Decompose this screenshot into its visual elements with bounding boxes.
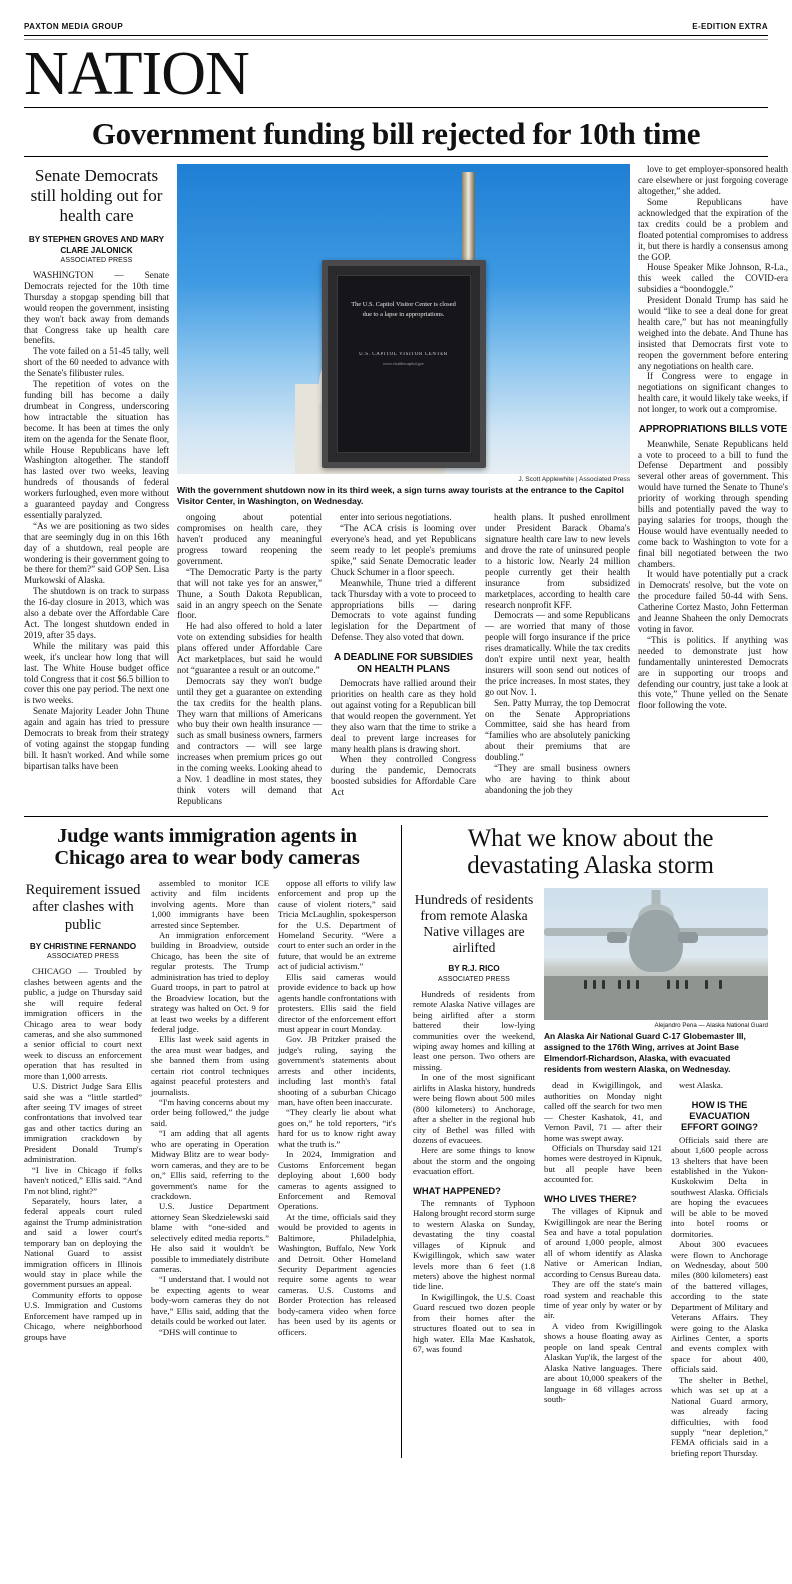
paragraph: About 300 evacuees were flown to Anchorage on Wednesday, about 500 miles (800 kilometers) east of the battered villages, according to the state Department of Military and Veterans Affairs. They were going to the Alaska Airlines Center, a sports and events complex with space for about 400, officials said. [671, 1239, 768, 1375]
lead-headline: Government funding bill rejected for 10th time [91, 116, 701, 152]
lead-column-3 [331, 512, 476, 806]
paragraph: When they controlled Congress during the pandemic, Democrats boosted subsidies for Affordable Care Act [331, 754, 476, 798]
alaska-photo [544, 888, 768, 1020]
paragraph: In 2024, Immigration and Customs Enforcement began deploying about 1,600 body cameras to agents assigned to Enforcement and Removal Operations. [278, 1149, 396, 1212]
masthead [24, 0, 768, 31]
paragraph: Sen. Patty Murray, the top Democrat on the Senate Appropriations Committee, said she has heard from “families who are absolutely panicking about their premiums that are doubling.” [485, 697, 630, 763]
paragraph: Hundreds of residents from remote Alaska Native villages are being airlifted after a storm battered their low-lying communities over the weekend, wiping away homes and killing at least one person. Two others are missing. [413, 988, 535, 1072]
paragraph: Separately, hours later, a federal appeals court ruled against the Trump administration and said a lower court's temporary ban on deploying the National Guard to assist immigration officers in Illinois would stay in place while the government pursues an appeal. [24, 1195, 142, 1290]
paragraph: The shelter in Bethel, which was set up at a National Guard armory, was already facing difficulties, with food supply “near depletion,” FEMA officials said in a briefing report Thursday. [671, 1374, 768, 1458]
paragraph: Senate Majority Leader John Thune again and again has tried to pressure Democrats to break from their strategy of voting against the stopgap funding bill. It hasn't worked. And while some bipartisan talks have been [24, 706, 169, 771]
paragraph: In Kwigillingok, the U.S. Coast Guard rescued two dozen people from their homes after the structures floated out to sea in high water. Ella Mae Kashatok, 67, was found [413, 1291, 535, 1355]
paragraph: If Congress were to engage in negotiations on significant changes to health care, it would likely take weeks, if not longer, to work out a compromise. [638, 371, 788, 415]
paragraph: love to get employer-sponsored health care elsewhere or just forgoing coverage altogether,” she added. [638, 164, 788, 197]
alaska-subhead-evacuation-effort: HOW IS THE EVACUATION EFFORT GOING? [680, 1098, 759, 1133]
paragraph: “They are small business owners who are having to think about abandoning the job they [485, 763, 630, 795]
paragraph: Here are some things to know about the storm and the ongoing evacuation effort. [413, 1145, 535, 1177]
paragraph: Community efforts to oppose U.S. Immigration and Customs Enforcement have ramped up in Chicago, where neighborhood groups have [24, 1289, 142, 1342]
alaska-photo-credit: Alejandro Pena — Alaska National Guard [654, 1021, 768, 1029]
photo-caption: With the government shutdown now in its third week, a sign turns away tourists at the entrance to the Capitol Visitor Center, in Washington, on Wednesday. [177, 485, 624, 507]
lead-deck: Senate Democrats still holding out for health care [30, 166, 163, 226]
section-divider-rule [24, 816, 768, 817]
lead-left-column [24, 164, 169, 806]
paragraph: Democrats — and some Republicans — are worried that many of those people will forgo insurance if the price rises dramatically. While the tax credits don't expire until next year, health insurers will soon send out notices of the price increases. In most states, they go out Nov. 1. [485, 610, 630, 697]
paragraph: Officials said there are about 1,600 people across 13 shelters that have been established in the Yukon-Kuskokwim Delta in southwest Alaska. Officials are hoping the evacuees will be able to be moved into hotel rooms or dormitories. [671, 1134, 768, 1239]
paragraph: “I live in Chicago if folks haven't noticed,” Ellis said. “And I'm not blind, right?” [24, 1164, 142, 1196]
paragraph: President Donald Trump has said he would “like to see a deal done for great health care,” but has not meaningfully weighed into the debate. And Thune has insisted that Democrats first vote to reopen the government before entering any negotiations on health care. [638, 295, 788, 371]
lamp-post-icon [462, 172, 475, 264]
section-title: NATION [24, 40, 249, 108]
paragraph: The villages of Kipnuk and Kwigillingok are near the Bering Sea and have a total population of around 1,000 people, almost all of whom identify as Alaska Native or American Indian, according to Census Bureau data. [544, 1206, 662, 1279]
capitol-photo [177, 164, 630, 474]
lead-headline-rule [24, 156, 768, 157]
masthead-rule [24, 35, 768, 36]
paragraph: U.S. Justice Department attorney Sean Skedzielewski said blame with “one-sided and selectively edited media reports.” He also said it wouldn't be possible to immediately distribute cameras. [151, 1201, 269, 1275]
sign-url: www.visitthecapitol.gov [383, 361, 424, 367]
alaska-column-3 [671, 1080, 768, 1458]
alaska-byline: BY R.J. RICO [448, 964, 500, 974]
alaska-credit: ASSOCIATED PRESS [438, 975, 510, 983]
evacuees-silhouettes [544, 980, 768, 990]
paragraph: “I'm having concerns about my order being followed,” the judge said. [151, 1097, 269, 1128]
alaska-subhead-who-lives-there: WHO LIVES THERE? [544, 1192, 637, 1204]
paragraph: dead in Kwigillingok, and authorities on Monday night called off the search for two men — Chester Kashatok, 41, and Vernon Pavil, 71 — after their home was swept away. [544, 1080, 662, 1143]
alaska-columns [413, 888, 768, 1459]
paragraph: Democrats say they won't budge until they get a guarantee on extending the tax credits for the health plans. They warn that millions of Americans who buy their own health insurance — such as small business owners, farmers and contractors — will see large increases when premium prices go out in the coming weeks. Looking ahead to a Nov. 1 deadline in most states, they think voters will demand that Republicans [177, 675, 322, 806]
lead-photo-block [177, 164, 630, 806]
paragraph: Officials on Thursday said 121 homes were destroyed in Kipnuk, but all people have been accounted for. [544, 1143, 662, 1185]
subhead-appropriations: APPROPRIATIONS BILLS VOTE [638, 424, 788, 436]
paragraph: It would have potentially put a crack in Democrats' resolve, but the vote on the procedure failed 50-44 with Sens. Catherine Cortez Masto, John Fetterman and Jeanne Shaheen the only Democrats voting in favor. [638, 569, 788, 635]
paragraph: ongoing about potential compromises on health care, they haven't produced any meaningful progress toward reopening the government. [177, 512, 322, 566]
paragraph: Some Republicans have acknowledged that the expiration of the tax credits could be a problem and floated potential compromises to address it, but there is hardly a consensus among the GOP. [638, 196, 788, 262]
alaska-subhead-what-happened: WHAT HAPPENED? [413, 1184, 501, 1196]
paragraph: “This is politics. If anything was needed to demonstrate just how fundamentally uninterested Democrats are in supporting our troops and defending our country, just take a look at this vote,” Thune yelled on the Senate floor following the vote. [638, 634, 788, 711]
lead-column-2 [177, 512, 322, 806]
lead-below-photo-columns [177, 512, 630, 806]
chicago-columns [24, 877, 396, 1342]
closed-sign [322, 260, 486, 468]
paragraph: While the military was paid this week, it's unclear how long that will last. The White House budget office told Congress that it cost $6.5 billion to cover this one pay period. The next one is two weeks. [24, 640, 169, 706]
paragraph: west Alaska. [679, 1080, 723, 1091]
paragraph: The remnants of Typhoon Halong brought record storm surge to western Alaska on Sunday, devastating the tiny coastal villages of Kipnuk and Kwigillingok, which saw water levels more than 6 feet (1.8 meters) above the highest normal tide line. [413, 1197, 535, 1292]
lead-column-4 [485, 512, 630, 806]
paragraph: Democrats have rallied around their priorities on health care as they hold out against voting for a Republican bill that would reopen the government. Yet they also warn that the time to strike a deal to prevent large increases for many health plans is drawing short. [331, 678, 476, 754]
lead-byline: BY STEPHEN GROVES AND MARY CLARE JALONICK [28, 235, 165, 255]
paragraph: “The ACA crisis is looming over everyone's head, and yet Republicans seem ready to let people's premiums spike,” said Senate Democratic leader Chuck Schumer in a floor speech. [331, 523, 476, 577]
paragraph: “The Democratic Party is the party that will not take yes for an answer,” Thune, a South Dakota Republican, said in an angry speech on the Senate floor. [177, 566, 322, 621]
paragraph: U.S. District Judge Sara Ellis said she was a “little startled” after seeing TV images of street confrontations that involved tear gas and other tactics during an immigration crackdown by President Donald Trump's administration. [24, 1081, 142, 1165]
masthead-right-label: E-EDITION EXTRA [692, 22, 768, 31]
lead-credit: ASSOCIATED PRESS [60, 256, 133, 264]
paragraph: Meanwhile, Thune tried a different tack Thursday with a vote to proceed to appropriations bills — daring Democrats to vote against funding legislation for the Department of Defense. They also voted that down. [331, 577, 476, 643]
photo-credit: J. Scott Applewhite | Associated Press [518, 476, 630, 484]
paragraph: House Speaker Mike Johnson, R-La., this week called the COVID-era subsidies a “boondoggle.” [638, 262, 788, 295]
chicago-column-2 [151, 878, 269, 1342]
paragraph: CHICAGO — Troubled by clashes between agents and the public, a judge on Thursday said she will require federal immigration officers in the Chicago area to wear body cameras, and she also summoned a senior official to court next week to discuss an enforcement operation that has resulted in more than 1,000 arrests. [24, 966, 142, 1081]
paragraph: The repetition of votes on the funding bill has become a daily drumbeat in Congress, underscoring how intractable the situation has become. It has been at times the only item on the agenda for the Senate floor, while House Republicans have left Washington altogether. The standoff has lasted over two weeks, leaving hundreds of thousands of federal workers furloughed, even more without a guaranteed payday and Congress essentially paralyzed. [24, 379, 169, 520]
alaska-lower-columns [544, 1080, 768, 1458]
chicago-credit: ASSOCIATED PRESS [47, 953, 119, 961]
paragraph: Meanwhile, Senate Republicans held a vote to proceed to a bill to fund the Defense Department and possibly several other areas of government. This would have turned the Senate to Thune's priority of working through spending bills and potentially paved the way to paying salaries for troops, though the House would have eventually needed to come back to Washington to vote for a final bill negotiated between the two chambers. [638, 438, 788, 569]
alaska-photo-caption: An Alaska Air National Guard C-17 Globemaster III, assigned to the 176th Wing, arrives at Joint Base Elmendorf-Richardson, Alaska, with evacuated residents from western Alaska, on Wednesday. [544, 1030, 746, 1074]
alaska-headline: What we know about the devastating Alaska storm [467, 824, 714, 880]
bottom-section [24, 825, 768, 1459]
paragraph: oppose all efforts to vilify law enforcement and prop up the cause of violent rioters,” said Tricia McLaughlin, spokesperson for the U.S. Department of Homeland Security. “Were a court to enter such an order in the future, that would be an extreme act of judicial activism.” [278, 877, 396, 972]
paragraph: enter into serious negotiations. [340, 512, 452, 523]
paragraph: Ellis last week said agents in the area must wear badges, and she banned them from using certain riot control techniques against peaceful protesters and journalists. [151, 1034, 269, 1097]
paragraph: A video from Kwigillingok shows a house floating away as people on land speak Central Alaskan Yup'ik, the largest of the Alaska Native languages. There are about 10,000 speakers of the language in 68 villages across south- [544, 1320, 662, 1404]
paragraph: The shutdown is on track to surpass the 16-day closure in 2013, which was also a debate over the Affordable Care Act. The longest shutdown ended in 2019, after 35 days. [24, 586, 169, 640]
paragraph: They are off the state's main road system and reachable this time of year only by water or by air. [544, 1279, 662, 1321]
chicago-column-3 [278, 878, 396, 1342]
chicago-byline: BY CHRISTINE FERNANDO [29, 942, 137, 951]
paragraph: “DHS will continue to [159, 1326, 237, 1337]
alaska-right-block [544, 888, 768, 1459]
paragraph: He had also offered to hold a later vote on extending subsidies for health plans offered under Affordable Care Act marketplaces, but said he would not “guarantee a result or an outcome.” [177, 621, 322, 675]
paragraph: At the time, officials said they would be provided to agents in Baltimore, Philadelphia, Washington, Buffalo, New York and Detroit. Other Homeland Security Department agencies require some agents to wear cameras. U.S. Customs and Border Protection has released body-camera video when force has been used by its agents or officers. [278, 1211, 396, 1337]
paragraph: In one of the most significant airlifts in Alaska history, hundreds were being flown about 500 miles (800 kilometers) to Anchorage, after a shelter in the regional hub city of Bethel was filled with dozens of evacuees. [413, 1072, 535, 1145]
paragraph: Ellis said cameras would provide evidence to back up how agents handle confrontations with protesters. Ellis said the field director of the enforcement effort must appear in court Monday. [278, 971, 396, 1034]
chicago-deck: Requirement issued after clashes with public [25, 881, 141, 933]
paragraph: “I am adding that all agents who are operating in Operation Midway Blitz are to wear body-worn cameras, and they are to be on,” Ellis said, referring to the government's name for the crackdown. [151, 1128, 269, 1201]
paragraph: The vote failed on a 51-45 tally, well short of the 60 needed to advance with the Senate's filibuster rules. [24, 346, 169, 379]
alaska-deck: Hundreds of residents from remote Alaska Native villages are airlifted [414, 891, 534, 956]
lead-column-5 [638, 164, 788, 806]
chicago-headline: Judge wants immigration agents in Chicago area to wear body cameras [54, 824, 360, 870]
subhead-deadline-subsidies: A DEADLINE FOR SUBSIDIES ON HEALTH PLANS [334, 652, 473, 675]
paragraph: Gov. JB Pritzker praised the judge's ruling, saying the government's statements about arrests and other incidents, including last month's fatal shooting of a suburban Chicago man, have often been inaccurate. [278, 1034, 396, 1108]
paragraph: assembled to monitor ICE activity and film incidents involving agents. More than 1,000 immigrants have been arrested since September. [151, 877, 269, 930]
paragraph: “I understand that. I would not be expecting agents to wear body-worn cameras they do not have,” Ellis said, adding that the details could be worked out later. [151, 1274, 269, 1327]
sign-logo: U.S. CAPITOL VISITOR CENTER [359, 351, 448, 357]
story-alaska [402, 825, 768, 1459]
paragraph: “They clearly lie about what goes on,” he told reporters, “it's hard for us to know right away what the truth is.” [278, 1107, 396, 1149]
paragraph: WASHINGTON — Senate Democrats rejected for the 10th time Thursday a stopgap spending bill that would reopen the government, insisting they won't back away from demands that Congress take up health care benefits. [24, 270, 169, 346]
paragraph: “As we are positioning as two sides that are seemingly dug in on this 16th day of a shutdown, real people are wondering is their government going to be there for them?” said GOP Sen. Lisa Murkowski of Alaska. [24, 520, 169, 586]
masthead-left-label: PAXTON MEDIA GROUP [24, 22, 124, 31]
alaska-column-1 [413, 888, 535, 1459]
chicago-column-1 [24, 878, 142, 1342]
alaska-column-2 [544, 1080, 662, 1458]
paragraph: An immigration enforcement building in Broadview, outside Chicago, has been the site of regular protests. The Trump administration has tried to deploy Guard troops, in part to patrol at the Broadview location, but the strategy was halted on Oct. 9 for at least two weeks by a different federal judge. [151, 930, 269, 1034]
story-chicago [24, 825, 402, 1459]
lead-top-row [24, 164, 788, 806]
sign-message: The U.S. Capitol Visitor Center is closed due to a lapse in appropriations. [351, 301, 456, 318]
paragraph: health plans. It pushed enrollment under President Barack Obama's signature health care law to new levels and drove the rate of uninsured people to a historic low. Nearly 24 million people currently get their health insurance from subsidized marketplaces, according to health care research nonprofit KFF. [485, 512, 630, 610]
